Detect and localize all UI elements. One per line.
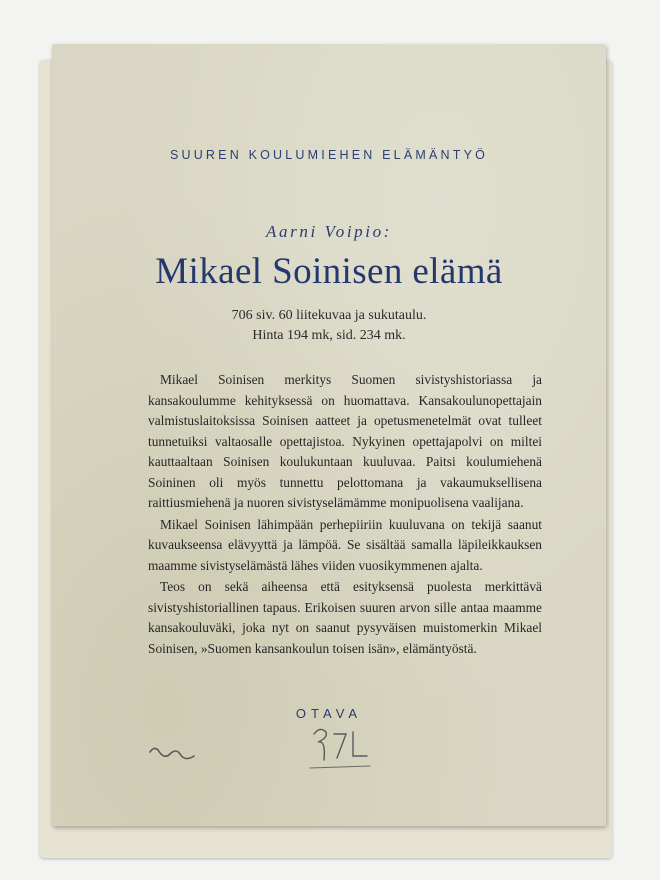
book-title: Mikael Soinisen elämä — [155, 251, 503, 292]
publisher-name: OTAVA — [295, 706, 363, 721]
details-price-line: Hinta 194 mk, sid. 234 mk. — [252, 328, 406, 343]
description-paragraph-1: Mikael Soinisen merkitys Suomen sivistyshistoriassa ja kansakoulumme kehityksessä on huomattava. Kansakoulunopettajain valmistuslaitoksissa Soinisen aatteet ja opetusmenetelmät ovat tulleet tunnetuiksi valtaosalle opettajistoa. Nykyinen opettajapolvi on miltei kauttaaltaan Soinisen koulukuntaan kuuluvaa. Paitsi koulumiehenä Soininen oli myös tunnettu pelottomana ja vakaumuksellisena raittiusmiehenä ja nuoren sivistyselämämme monipuolisena vaalijana. — [148, 372, 542, 510]
description-paragraph-3: Teos on sekä aiheensa että esityksensä puolesta merkittävä sivistyshistoriallinen tapaus. Erikoisen suuren arvon sille antaa maamme kansakouluväki, joka nyt on saanut pysyväisen muistomerkin Mikael Soinisen, »Suomen kansankoulun toisen isän», elämäntyöstä. — [148, 579, 542, 656]
series-title: SUUREN KOULUMIEHEN ELÄMÄNTYÖ — [169, 148, 489, 162]
details-pages-line: 706 siv. 60 liitekuvaa ja sukutaulu. — [231, 308, 427, 323]
pencil-marks — [52, 44, 606, 826]
author-name: Aarni Voipio: — [266, 222, 392, 241]
description-paragraph-2: Mikael Soinisen lähimpään perhepiiriin kuuluvana on tekijä saanut kuvaukseensa elävyyttä ja lämpöä. Se sisältää samalla läpileikkauksen maamme sivistyselämästä lähes viiden vuosikymmenen ajalta. — [148, 516, 542, 573]
pencil-underline — [310, 766, 370, 768]
pencil-digit-7 — [334, 734, 346, 758]
pencil-letter-l — [353, 732, 367, 756]
pencil-digit-9 — [314, 729, 326, 760]
pencil-squiggle-mark — [150, 748, 194, 758]
book-cover — [52, 44, 606, 826]
